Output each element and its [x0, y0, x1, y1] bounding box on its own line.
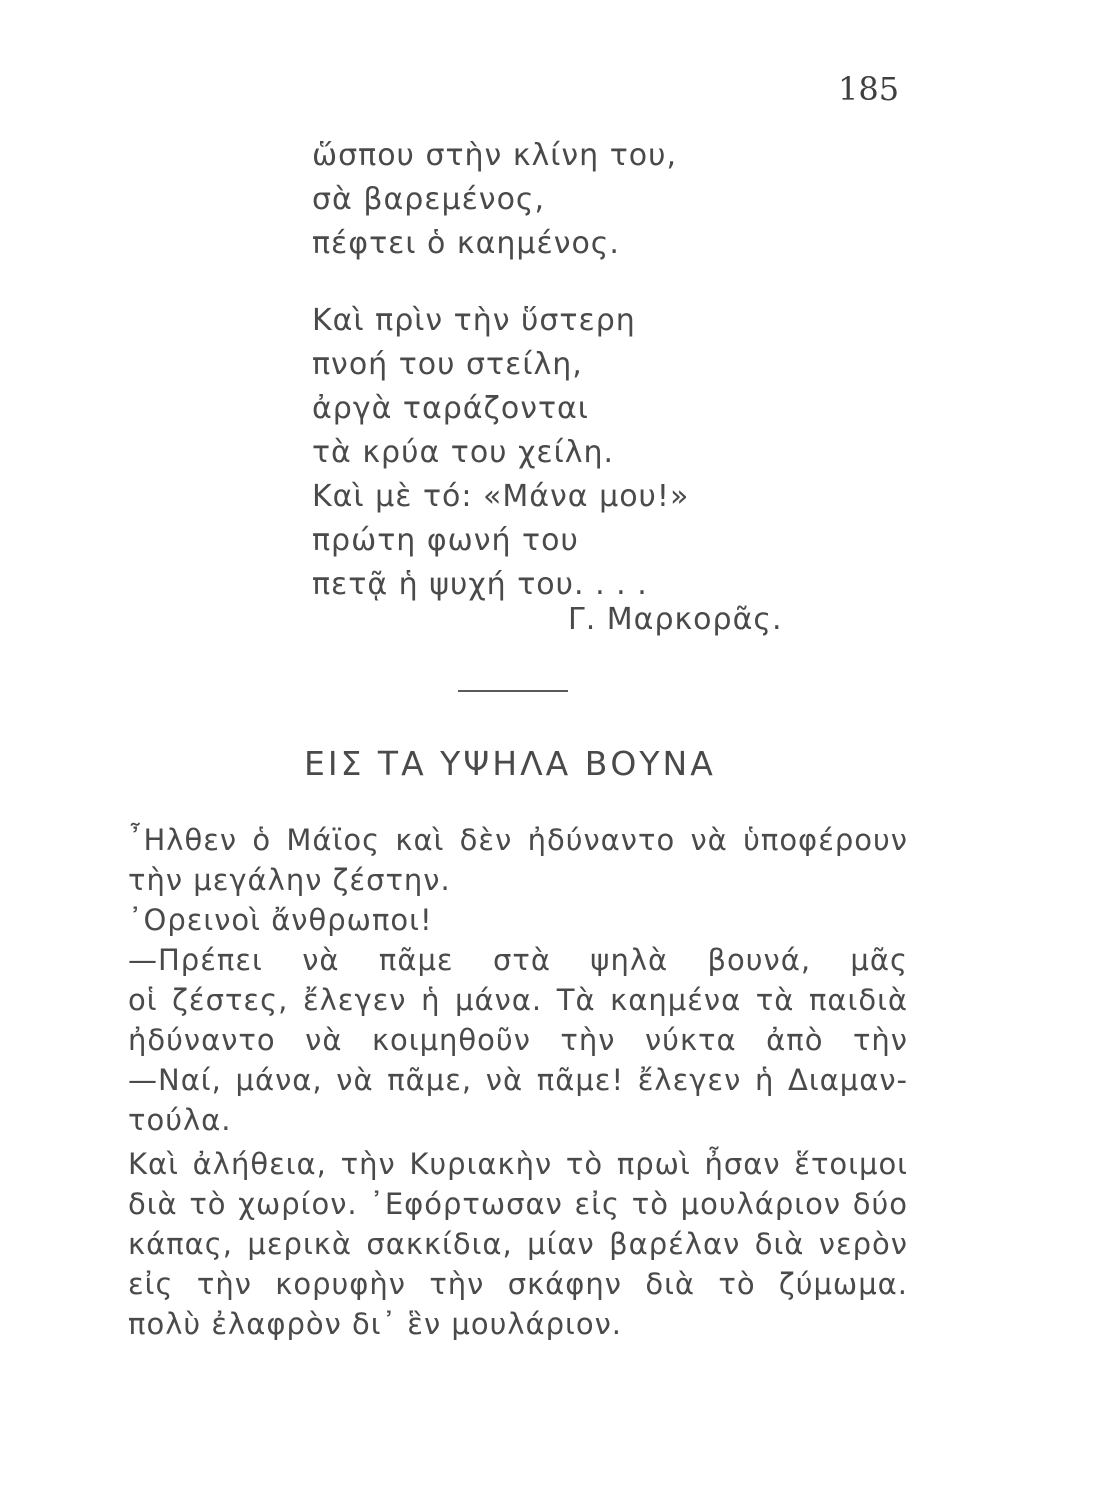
prose-line: ῏Ηλθεν ὁ Μάϊος καὶ δὲν ἠδύναντο νὰ ὑποφέρουν	[128, 823, 908, 857]
prose-line: διὰ τὸ χωρίον. ᾿Εφόρτωσαν εἰς τὸ μουλάριον δύο	[128, 1187, 908, 1221]
prose-line: τούλα.	[128, 1103, 232, 1137]
prose-line: οἱ ζέστες, ἔλεγεν ἡ μάνα. Τὰ καημένα τὰ παιδιὰ	[128, 983, 908, 1017]
poem-verse: τὰ κρύα του χείλη.	[312, 435, 615, 470]
poem-verse: πνοή του στείλη,	[312, 347, 583, 382]
poem-signature: Γ. Μαρκορᾶς.	[568, 602, 783, 637]
prose-line: κάπας, μερικὰ σακκίδια, μίαν βαρέλαν διὰ νερὸν	[128, 1227, 908, 1261]
page-number: 185	[838, 70, 900, 108]
poem-verse: σὰ βαρεμένος,	[312, 182, 546, 217]
poem-stanza-1	[312, 134, 689, 266]
section-title: ΕΙΣ ΤΑ ΥΨΗΛΑ ΒΟΥΝΑ	[304, 744, 716, 783]
poem	[312, 134, 689, 607]
prose-line: τὴν μεγάλην ζέστην.	[128, 863, 451, 897]
prose-line: εἰς τὴν κορυφὴν τὴν σκάφην διὰ τὸ ζύμωμα.	[128, 1267, 908, 1301]
poem-verse: πρώτη φωνή του	[312, 523, 579, 558]
section-separator	[458, 690, 568, 692]
poem-stanza-2	[312, 299, 689, 607]
prose-line: ᾿Ορεινοὶ ἄνθρωποι!	[128, 903, 433, 937]
poem-verse: πέφτει ὁ καημένος.	[312, 226, 620, 261]
prose-line: πολὺ ἐλαφρὸν δι᾿ ἓν μουλάριον.	[128, 1307, 623, 1341]
prose-line: —Πρέπει νὰ πᾶμε στὰ ψηλὰ βουνά, μᾶς	[128, 943, 908, 977]
prose-line: ἠδύναντο νὰ κοιμηθοῦν τὴν νύκτα ἀπὸ τὴν	[128, 1023, 908, 1057]
poem-verse: Καὶ πρὶν τὴν ὕστερη	[312, 303, 636, 338]
poem-verse: ἀργὰ ταράζονται	[312, 391, 589, 426]
poem-verse: ὥσπου στὴν κλίνη του,	[312, 138, 678, 173]
poem-verse: Καὶ μὲ τό: «Μάνα μου!»	[312, 479, 690, 514]
poem-verse: πετᾷ ἡ ψυχή του. . . .	[312, 567, 648, 602]
prose-line: Καὶ ἀλήθεια, τὴν Κυριακὴν τὸ πρωὶ ἦσαν ἕτοιμοι	[128, 1147, 908, 1181]
prose-line: —Ναί, μάνα, νὰ πᾶμε, νὰ πᾶμε! ἔλεγεν ἡ Διαμαν-	[128, 1063, 908, 1097]
prose-body	[128, 820, 908, 1344]
